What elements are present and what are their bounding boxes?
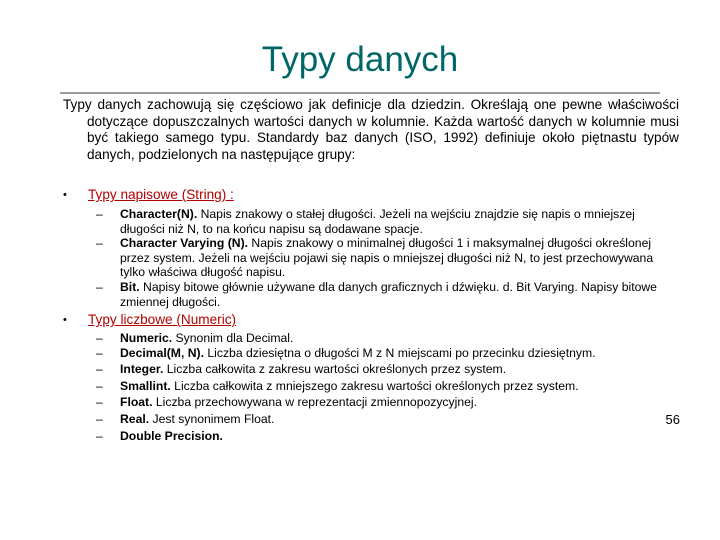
dash-marker: – <box>96 207 103 221</box>
type-term: Smallint. <box>120 378 171 393</box>
dash-marker: – <box>96 395 103 410</box>
type-term: Decimal(M, N). <box>120 345 204 360</box>
type-term: Real. <box>120 411 150 426</box>
section-string-label: Typy napisowe (String) : <box>88 187 234 202</box>
type-description: Synonim dla Decimal. <box>172 331 294 345</box>
type-description: Liczba dziesiętna o długości M z N miejscami po przecinku dziesiętnym. <box>203 345 596 360</box>
dash-marker: – <box>96 362 103 377</box>
string-types-list <box>96 207 660 309</box>
type-term: Numeric. <box>120 331 173 345</box>
list-item <box>96 395 660 410</box>
type-description: Liczba całkowita z zakresu wartości określonych przez system. <box>163 362 507 377</box>
type-description: Jest synonimem Float. <box>149 411 275 426</box>
numeric-types-list <box>96 331 660 443</box>
type-term: Double Precision. <box>120 428 223 443</box>
dash-marker: – <box>96 345 103 360</box>
dash-marker: – <box>96 236 103 251</box>
bullet-marker: • <box>63 314 67 326</box>
type-term: Character Varying (N). <box>120 236 249 251</box>
list-item <box>96 429 660 444</box>
type-description: Liczba całkowita z mniejszego zakresu wartości określonych przez system. <box>170 378 579 393</box>
section-numeric-label: Typy liczbowe (Numeric) <box>88 312 237 327</box>
list-item <box>96 379 660 394</box>
type-description: Napis znakowy o minimalnej długości 1 i maksymalnej długości określonej przez system. Jeżeli na wejściu pojawi się napis o mniejszej długości niż N, to jest przechowywana tylko właściwa długość napisu. <box>120 236 654 280</box>
type-term: Character(N). <box>120 207 198 221</box>
type-description: Napis znakowy o stałej długości. Jeżeli na wejściu znajdzie się napis o mniejszej długości niż N, to na końcu napisu są dodawane spacje. <box>120 207 635 236</box>
dash-marker: – <box>96 378 103 393</box>
dash-marker: – <box>96 428 103 443</box>
bullet-marker: • <box>63 189 67 201</box>
list-item <box>96 236 660 280</box>
dash-marker: – <box>96 331 103 345</box>
title-divider <box>60 92 660 94</box>
type-description: Liczba przechowywana w reprezentacji zmiennopozycyjnej. <box>152 395 477 410</box>
page-number: 56 <box>665 412 680 427</box>
list-item <box>96 280 660 309</box>
type-description: Napisy bitowe głównie używane dla danych graficznych i dźwięku. d. Bit Varying. Napisy bitowe zmiennej długości. <box>120 279 657 309</box>
slide-title: Typy danych <box>261 40 459 79</box>
dash-marker: – <box>96 279 103 294</box>
type-term: Float. <box>120 395 153 410</box>
list-item <box>96 412 660 427</box>
list-item <box>96 331 660 346</box>
list-item <box>96 207 660 236</box>
type-term: Integer. <box>120 362 164 377</box>
type-term: Bit. <box>120 279 140 294</box>
list-item <box>96 362 660 377</box>
list-item <box>96 346 660 361</box>
intro-paragraph: Typy danych zachowują się częściowo jak definicje dla dziedzin. Określają one pewne właściwości dotyczące dopuszczalnych wartości danych w kolumnie. Każda wartość danych w kolumnie musi być takiego samego typu. Standardy baz danych (ISO, 1992) definiuje około piętnastu typów danych, podzielonych na następujące grupy: <box>63 97 679 162</box>
dash-marker: – <box>96 411 103 426</box>
